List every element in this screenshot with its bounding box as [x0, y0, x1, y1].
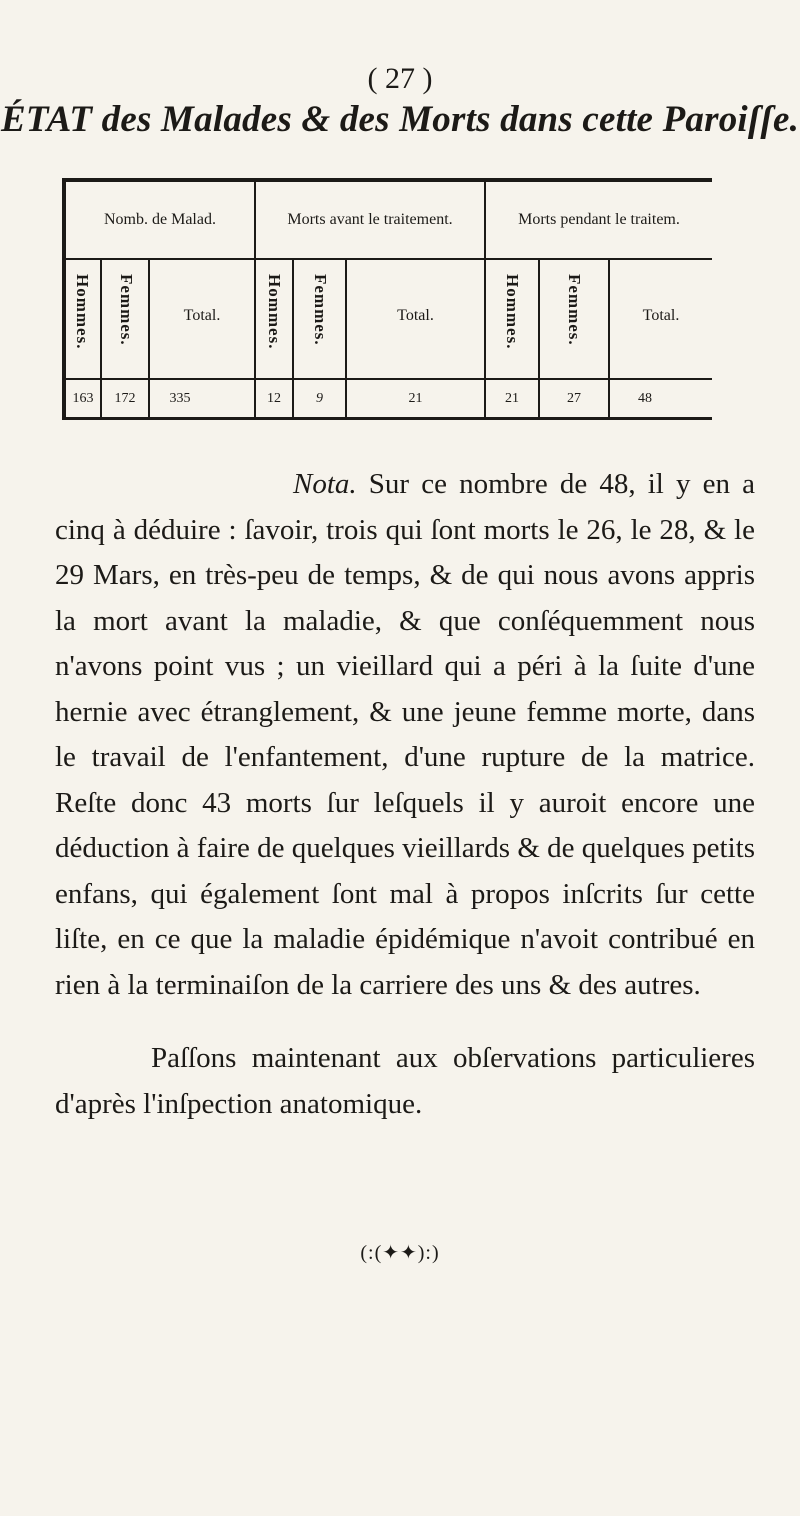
- paragraph-nota: [55, 462, 755, 1008]
- values-rule: [66, 378, 712, 380]
- header-malades: Nomb. de Malad.: [104, 211, 216, 228]
- header-rule: [66, 258, 712, 260]
- header-morts-avant: Morts avant le traitement.: [287, 211, 453, 228]
- paragraph-nota-text: Sur ce nombre de 48, il y en a cinq à déduire : ſavoir, trois qui ſont morts le 26, le 28, & le 29 Mars, en très-peu de temps, & de qui nous avons appris la mort avant la maladie, & que conſéquemment nous n'avons point vus ; un vieillard qui a péri à la ſuite d'une hernie avec étranglement, & une jeune femme morte, dans le travail de l'enfantement, d'une rupture de la matrice. Reſte donc 43 morts ſur leſquels il y auroit encore une déduction à faire de quelques vieillards & de quelques petits enfans, qui également ſont mal à propos inſcrits ſur cette liſte, en ce que la maladie épidémique n'avoit contribué en rien à la terminaiſon de la carriere des uns & des autres.: [55, 468, 756, 1001]
- subheader-total: Total.: [183, 307, 221, 324]
- value-avant-hommes: 12: [267, 391, 281, 406]
- value-avant-total: 21: [408, 391, 423, 406]
- statistics-table: [62, 178, 712, 420]
- page-number: ( 27 ): [367, 62, 433, 95]
- ornament-icon: (:(✦✦):): [360, 1242, 440, 1264]
- value-avant-femmes: 9: [316, 391, 323, 406]
- subheader-femmes: Femmes.: [565, 274, 584, 346]
- value-malades-femmes: 172: [114, 391, 136, 406]
- value-pendant-femmes: 27: [567, 391, 581, 406]
- subheader-hommes: Hommes.: [73, 274, 92, 350]
- paragraph-passons: Paſſons maintenant aux obſervations particulieres d'après l'inſpection anatomique.: [55, 1042, 755, 1120]
- subheader-femmes: Femmes.: [117, 274, 136, 346]
- subheader-hommes: Hommes.: [503, 274, 522, 350]
- value-pendant-total: 48: [638, 391, 652, 406]
- page-title: ÉTAT des Malades & des Morts dans cette Paroiſſe.: [0, 99, 800, 140]
- subheader-femmes: Femmes.: [311, 274, 330, 346]
- subheader-total: Total.: [397, 307, 434, 324]
- value-malades-hommes: 163: [72, 391, 94, 406]
- nota-label: Nota.: [293, 468, 357, 500]
- value-malades-total: 335: [169, 391, 191, 406]
- header-morts-pendant: Morts pendant le traitem.: [518, 211, 680, 228]
- value-pendant-hommes: 21: [505, 391, 519, 406]
- subheader-total: Total.: [642, 307, 680, 324]
- body-text: [55, 462, 755, 1127]
- subheader-hommes: Hommes.: [265, 274, 284, 350]
